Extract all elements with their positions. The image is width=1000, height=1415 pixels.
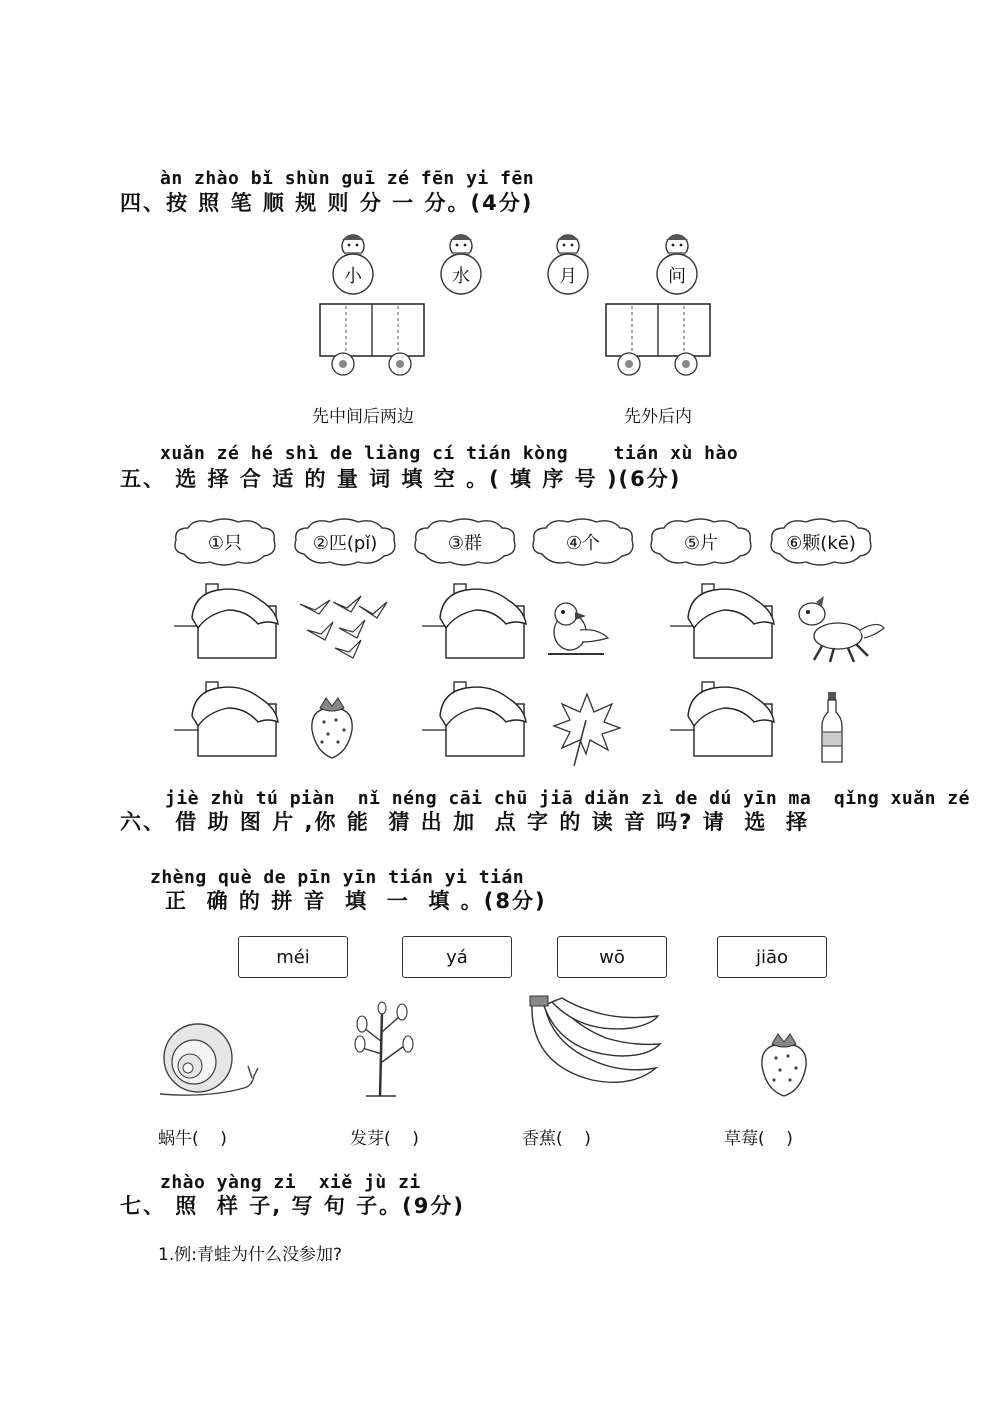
train-caption-left: 先中间后两边 (312, 407, 414, 427)
section6-heading-line1: 六、 借 助 图 片 ,你 能 猜 出 加 点 字 的 读 音 吗? 请 选 择 (120, 810, 809, 834)
section6-heading-line2: 正 确 的 拼 音 填 一 填 。(8分) (165, 889, 547, 913)
cloud-label-2: ②匹(pǐ) (312, 533, 378, 554)
stroke-char-3: 月 (559, 266, 577, 287)
pinyin-option-ya: yá (402, 936, 512, 978)
cloud-label-4: ④个 (565, 533, 601, 554)
cloud-label-6: ⑥颗(kē) (786, 533, 856, 554)
section5-pinyin: xuǎn zé hé shì de liàng cí tián kòng tián xù hào (160, 443, 739, 464)
pinyin-option-mei: méi (238, 936, 348, 978)
bottle-icon (820, 690, 844, 766)
section7-heading: 七、 照 样 子, 写 句 子。(9分) (120, 1194, 465, 1218)
bananas-icon (522, 994, 664, 1094)
train-car-right (604, 302, 714, 380)
train-car-left (318, 302, 428, 380)
answer-sprout: 发芽( ) (350, 1129, 419, 1149)
house-icon (172, 678, 282, 760)
section4-pinyin: àn zhào bǐ shùn guī zé fēn yi fēn (160, 168, 535, 189)
sprout-tree-icon (352, 1002, 420, 1100)
stroke-char-2: 水 (452, 266, 470, 287)
cloud-label-5: ⑤片 (683, 533, 719, 554)
answer-snail: 蜗牛( ) (158, 1129, 227, 1149)
maple-leaf-icon (552, 690, 622, 768)
birds-flock-icon (295, 592, 390, 664)
house-icon (420, 580, 530, 662)
strawberry-icon (306, 690, 358, 762)
section4-heading: 四、按 照 笔 顺 规 则 分 一 分。(4分) (120, 191, 534, 215)
stroke-char-4: 问 (668, 266, 686, 287)
cloud-label-1: ①只 (207, 533, 243, 554)
section7-example: 1.例:青蛙为什么没参加? (158, 1245, 342, 1265)
train-caption-right: 先外后内 (624, 407, 692, 427)
answer-strawberry: 草莓( ) (724, 1129, 793, 1149)
section6-pinyin-line1: jiè zhù tú piàn nǐ néng cāi chū jiā diǎn zì de dú yīn ma qǐng xuǎn zé (165, 788, 970, 809)
cloud-label-3: ③群 (447, 533, 483, 554)
house-icon (668, 678, 778, 760)
answer-banana: 香蕉( ) (522, 1129, 591, 1149)
house-icon (172, 580, 282, 662)
house-icon (420, 678, 530, 760)
snail-icon (158, 1018, 260, 1098)
strawberry-icon (756, 1028, 812, 1100)
pinyin-option-wo: wō (557, 936, 667, 978)
bird-icon (542, 598, 612, 660)
house-icon (668, 580, 778, 662)
horse-icon (794, 596, 886, 666)
stroke-char-1: 小 (344, 266, 362, 287)
section6-pinyin-line2: zhèng què de pīn yīn tián yi tián (150, 867, 525, 888)
section7-pinyin: zhào yàng zi xiě jù zi (160, 1172, 421, 1193)
section5-heading: 五、 选 择 合 适 的 量 词 填 空 。( 填 序 号 )(6分) (120, 467, 682, 491)
pinyin-option-jiao: jiāo (717, 936, 827, 978)
